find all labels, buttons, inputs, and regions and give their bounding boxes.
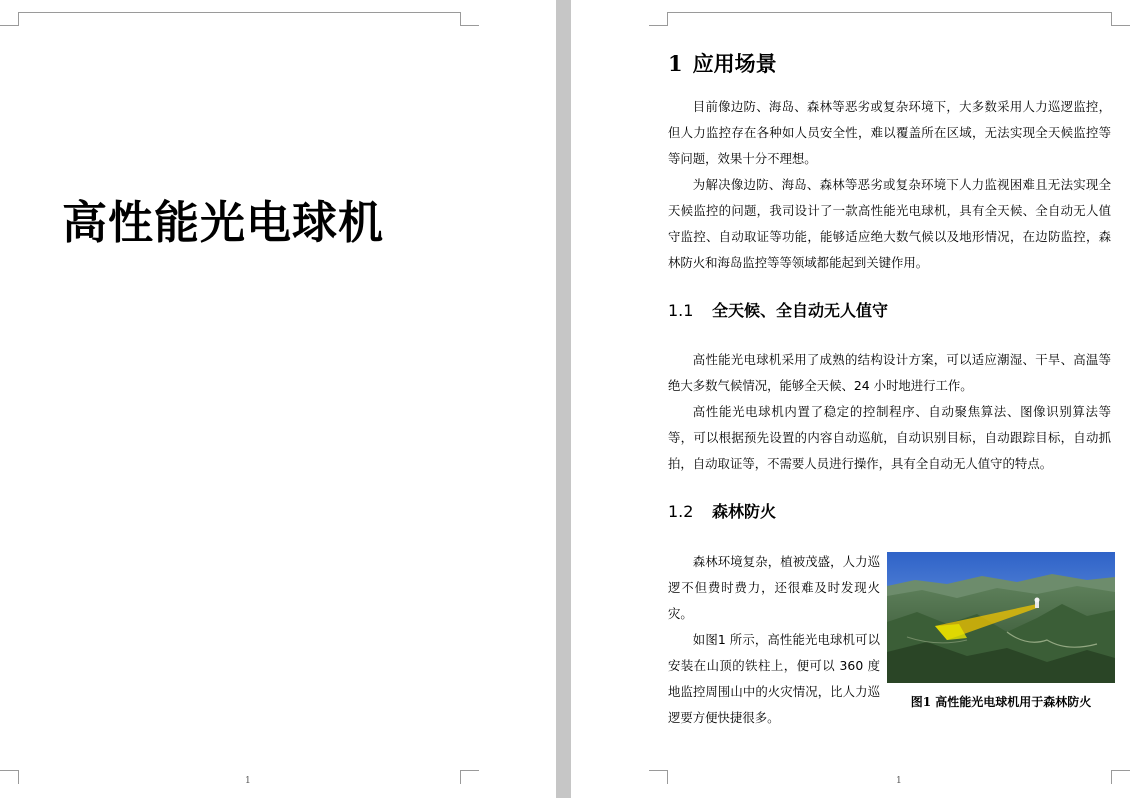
section-title: 应用场景	[692, 51, 777, 76]
figure-caption: 图1 高性能光电球机用于森林防火	[910, 695, 1092, 709]
section-title: 森林防火	[712, 502, 777, 521]
section-number: 1	[668, 51, 683, 76]
margin-corner-bottom-left	[0, 770, 19, 784]
wrapped-text	[668, 549, 880, 731]
margin-corner-bottom-right	[460, 770, 479, 784]
paragraph: 如图1 所示，高性能光电球机可以安装在山顶的铁柱上，便可以 360 度地监控周围山中的火灾情况，比人力巡逻要方便快捷很多。	[668, 632, 880, 725]
header-line	[18, 12, 460, 13]
cover-title: 高性能光电球机	[62, 196, 385, 249]
section-number: 1.2	[668, 502, 694, 521]
section-title: 全天候、全自动无人值守	[712, 301, 889, 320]
margin-corner-bottom-left	[649, 770, 668, 784]
margin-corner-top-left	[0, 12, 19, 26]
paragraph: 高性能光电球机内置了稳定的控制程序、自动聚焦算法、图像识别算法等等，可以根据预先设置的内容自动巡航，自动识别目标，自动跟踪目标，自动抓拍，自动取证等，不需要人员进行操作，具有全自动无人值守的特点。	[668, 404, 1111, 471]
page-number: 1	[896, 776, 902, 786]
paragraph: 目前像边防、海岛、森林等恶劣或复杂环境下，大多数采用人力巡逻监控，但人力监控存在各种如人员安全性，难以覆盖所在区域，无法实现全天候监控等等问题，效果十分不理想。	[668, 99, 1111, 166]
figure-1	[887, 552, 1115, 710]
section-number: 1.1	[668, 301, 694, 320]
paragraph: 为解决像边防、海岛、森林等恶劣或复杂环境下人力监视困难且无法实现全天候监控的问题，我司设计了一款高性能光电球机，具有全天候、全自动无人值守监控、自动取证等功能，能够适应绝大数气候以及地形情况，在边防监控，森林防火和海岛监控等等领域都能起到关键作用。	[668, 177, 1111, 270]
section-heading-1-2	[668, 497, 1111, 527]
cover-page	[0, 0, 556, 798]
text-with-figure	[668, 549, 1111, 729]
forest-mountain-image	[887, 552, 1115, 683]
page-number: 1	[245, 776, 251, 786]
margin-corner-top-right	[460, 12, 479, 26]
paragraph: 高性能光电球机采用了成熟的结构设计方案，可以适应潮湿、干旱、高温等绝大多数气候情况，能够全天候、24 小时地进行工作。	[668, 352, 1111, 393]
paragraph: 森林环境复杂，植被茂盛，人力巡逻不但费时费力，还很难及时发现火灾。	[668, 554, 880, 621]
margin-corner-top-left	[649, 12, 668, 26]
margin-corner-bottom-right	[1111, 770, 1130, 784]
section-heading-1-1	[668, 296, 1111, 326]
page-body	[668, 48, 1111, 729]
header-line	[667, 12, 1111, 13]
content-page	[571, 0, 1133, 798]
margin-corner-top-right	[1111, 12, 1130, 26]
section-heading-1	[668, 48, 1111, 94]
